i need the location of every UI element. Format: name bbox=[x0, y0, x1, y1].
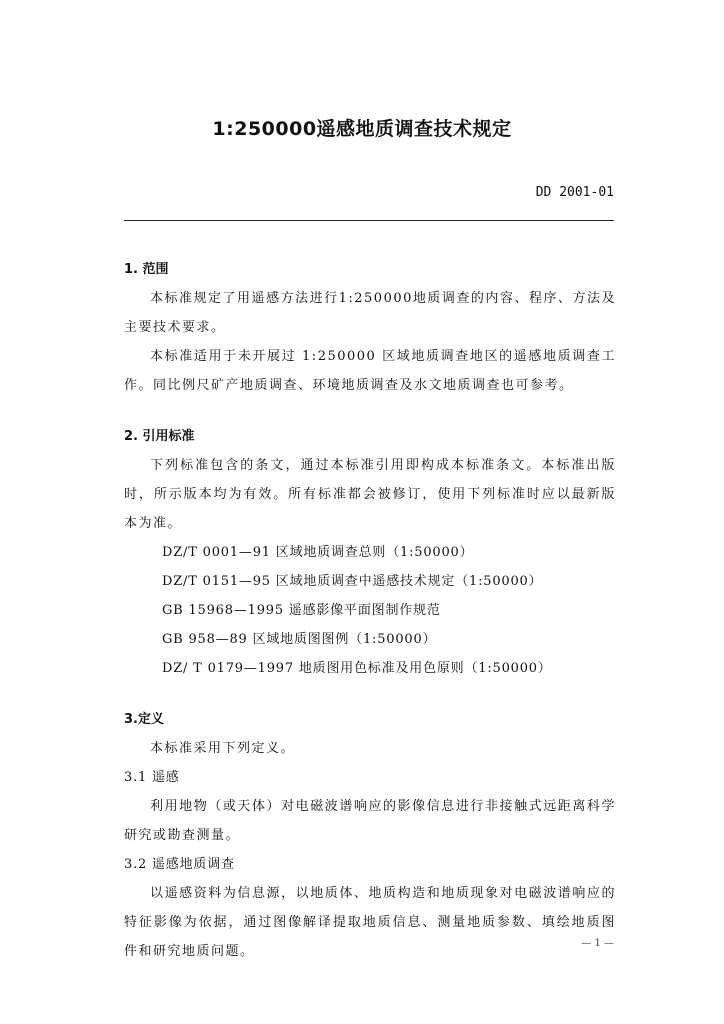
scope-paragraph-2: 本标准适用于未开展过 1:250000 区域地质调查地区的遥感地质调查工作。同比例尺矿产地质调查、环境地质调查及水文地质调查也可参考。 bbox=[124, 349, 616, 393]
definition-text-geological-survey: 以遥感资料为信息源，以地质体、地质构造和地质现象对电磁波谱响应的特征影像为依据，通过图像解译提取地质信息、测量地质参数、填绘地质图件和研究地质问题。 bbox=[124, 886, 616, 959]
scope-paragraph-1: 本标准规定了用遥感方法进行1:250000地质调查的内容、程序、方法及主要技术要求。 bbox=[124, 291, 616, 335]
references-paragraph: 下列标准包含的条文，通过本标准引用即构成本标准条文。本标准出版时，所示版本均为有效。所有标准都会被修订，使用下列标准时应以最新版本为准。 bbox=[124, 458, 616, 531]
document-body bbox=[124, 255, 616, 966]
section-heading-scope: 1. 范围 bbox=[124, 262, 169, 277]
definition-title-geological-survey: 3.2 遥感地质调查 bbox=[124, 857, 235, 872]
reference-item: DZ/ T 0179—1997 地质图用色标准及用色原则（1:50000） bbox=[162, 661, 552, 676]
reference-item: DZ/T 0151—95 区域地质调查中遥感技术规定（1:50000） bbox=[162, 574, 543, 589]
definition-text-remote-sensing: 利用地物（或天体）对电磁波谱响应的影像信息进行非接触式远距离科学研究或勘查测量。 bbox=[124, 799, 616, 843]
section-heading-definitions: 3.定义 bbox=[124, 712, 164, 727]
reference-item: GB 958—89 区域地质图图例（1:50000） bbox=[162, 632, 437, 647]
standard-code: DD 2001-01 bbox=[535, 185, 614, 200]
reference-item: DZ/T 0001—91 区域地质调查总则（1:50000） bbox=[162, 545, 474, 560]
document-title: 1:250000遥感地质调查技术规定 bbox=[212, 118, 512, 140]
reference-item: GB 15968—1995 遥感影像平面图制作规范 bbox=[162, 603, 441, 618]
definition-title-remote-sensing: 3.1 遥感 bbox=[124, 770, 180, 785]
page-number: — 1 — bbox=[581, 938, 614, 949]
header-divider bbox=[124, 220, 614, 221]
section-heading-references: 2. 引用标准 bbox=[124, 429, 195, 444]
definitions-intro: 本标准采用下列定义。 bbox=[150, 741, 296, 756]
